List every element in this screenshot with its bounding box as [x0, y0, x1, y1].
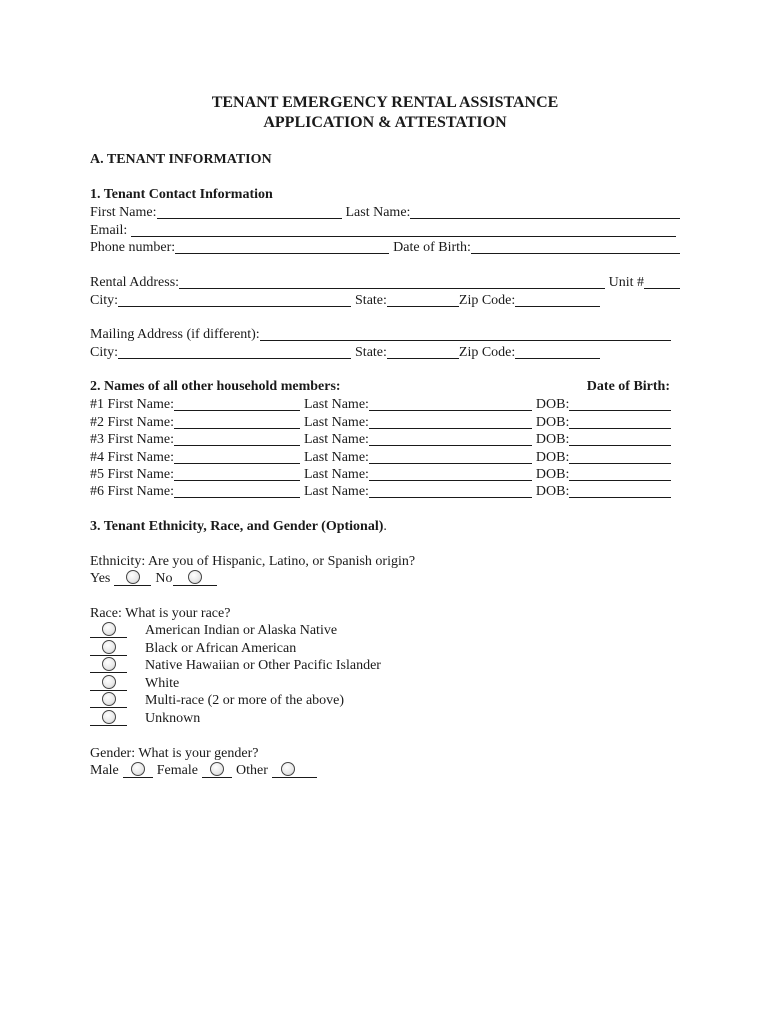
member-first-name-field[interactable] — [174, 416, 300, 429]
member-first-name-label: #6 First Name: — [90, 484, 174, 499]
radio-circle-icon — [102, 657, 116, 671]
race-option-radio[interactable] — [90, 676, 127, 691]
email-row — [90, 221, 676, 239]
member-last-name-label: Last Name: — [304, 415, 369, 430]
demographics-heading-row — [90, 517, 680, 535]
member-dob-field[interactable] — [569, 398, 671, 411]
race-option-label: White — [145, 676, 180, 691]
gender-other-option[interactable] — [272, 763, 317, 778]
member-first-name-label: #1 First Name: — [90, 397, 174, 412]
member-last-name-field[interactable] — [369, 416, 532, 429]
first-name-field[interactable] — [157, 206, 342, 219]
household-heading: 2. Names of all other household members: — [90, 379, 341, 394]
city-label: City: — [90, 293, 119, 308]
last-name-field[interactable] — [410, 206, 680, 219]
female-label: Female — [156, 763, 198, 778]
member-first-name-label: #2 First Name: — [90, 415, 174, 430]
radio-circle-icon — [102, 675, 116, 689]
section-a-heading: A. TENANT INFORMATION — [90, 152, 272, 167]
unit-field[interactable] — [644, 276, 680, 289]
member-first-name-label: #4 First Name: — [90, 450, 174, 465]
household-member-row — [90, 395, 671, 413]
last-name-label: Last Name: — [345, 205, 411, 220]
member-last-name-label: Last Name: — [304, 467, 369, 482]
gender-answer-row — [90, 761, 680, 779]
member-last-name-field[interactable] — [369, 451, 532, 464]
phone-label: Phone number: — [90, 240, 176, 255]
mailing-state-label: State: — [355, 345, 387, 360]
form-title-line2: APPLICATION & ATTESTATION — [263, 114, 507, 131]
race-option-row — [90, 621, 680, 639]
state-field[interactable] — [387, 294, 459, 307]
member-dob-label: DOB: — [535, 467, 570, 482]
member-last-name-field[interactable] — [369, 398, 532, 411]
ethnicity-answer-row — [90, 569, 680, 587]
first-name-label: First Name: — [90, 205, 157, 220]
dob-label: Date of Birth: — [393, 240, 471, 255]
radio-circle-icon — [281, 762, 295, 776]
member-last-name-field[interactable] — [369, 485, 532, 498]
city-field[interactable] — [118, 294, 351, 307]
mailing-city-field[interactable] — [118, 346, 351, 359]
ethnicity-question: Ethnicity: Are you of Hispanic, Latino, or Spanish origin? — [90, 554, 416, 569]
ethnicity-yes-option[interactable] — [114, 571, 151, 586]
race-option-label: Native Hawaiian or Other Pacific Islander — [145, 658, 381, 673]
race-question: Race: What is your race? — [90, 606, 231, 621]
radio-circle-icon — [102, 640, 116, 654]
state-label: State: — [355, 293, 387, 308]
dob-field[interactable] — [471, 241, 680, 254]
household-dob-heading: Date of Birth: — [586, 379, 670, 394]
member-first-name-field[interactable] — [174, 485, 300, 498]
household-heading-row — [90, 377, 670, 395]
member-dob-field[interactable] — [569, 433, 671, 446]
member-first-name-field[interactable] — [174, 451, 300, 464]
race-option-radio[interactable] — [90, 641, 127, 656]
radio-circle-icon — [188, 570, 202, 584]
household-member-row — [90, 413, 671, 431]
mailing-address-label: Mailing Address (if different): — [90, 327, 260, 342]
email-field[interactable] — [131, 224, 676, 237]
member-first-name-label: #3 First Name: — [90, 432, 174, 447]
mailing-city-label: City: — [90, 345, 119, 360]
member-dob-field[interactable] — [569, 468, 671, 481]
city-row — [90, 291, 600, 309]
race-option-radio[interactable] — [90, 711, 127, 726]
mailing-zip-label: Zip Code: — [458, 345, 516, 360]
race-option-row — [90, 639, 680, 657]
email-label: Email: — [90, 223, 128, 238]
radio-circle-icon — [131, 762, 145, 776]
member-last-name-label: Last Name: — [304, 432, 369, 447]
member-dob-label: DOB: — [535, 415, 570, 430]
demographics-heading: 3. Tenant Ethnicity, Race, and Gender (Optional) — [90, 519, 384, 534]
ethnicity-no-option[interactable] — [173, 571, 217, 586]
form-title-line1: TENANT EMERGENCY RENTAL ASSISTANCE — [211, 94, 559, 111]
radio-circle-icon — [102, 710, 116, 724]
rental-address-label: Rental Address: — [90, 275, 180, 290]
race-option-label: Black or African American — [145, 641, 297, 656]
race-option-label: Unknown — [145, 711, 201, 726]
no-label: No — [155, 571, 173, 586]
male-label: Male — [90, 763, 119, 778]
member-dob-label: DOB: — [535, 432, 570, 447]
radio-circle-icon — [210, 762, 224, 776]
race-option-label: Multi-race (2 or more of the above) — [145, 693, 345, 708]
race-option-label: American Indian or Alaska Native — [145, 623, 338, 638]
gender-question: Gender: What is your gender? — [90, 746, 259, 761]
member-first-name-field[interactable] — [174, 398, 300, 411]
household-member-row — [90, 448, 671, 466]
mailing-state-field[interactable] — [387, 346, 459, 359]
yes-label: Yes — [90, 571, 111, 586]
phone-row — [90, 238, 680, 256]
member-dob-field[interactable] — [569, 451, 671, 464]
phone-field[interactable] — [175, 241, 389, 254]
unit-label: Unit # — [608, 275, 644, 290]
race-option-row — [90, 656, 680, 674]
race-option-radio[interactable] — [90, 658, 127, 673]
race-option-row — [90, 709, 680, 727]
other-label: Other — [235, 763, 268, 778]
member-dob-label: DOB: — [535, 484, 570, 499]
contact-heading: 1. Tenant Contact Information — [90, 187, 273, 202]
gender-female-option[interactable] — [202, 763, 232, 778]
member-last-name-field[interactable] — [369, 468, 532, 481]
member-last-name-label: Last Name: — [304, 397, 369, 412]
race-option-radio[interactable] — [90, 693, 127, 708]
rental-address-field[interactable] — [179, 276, 605, 289]
member-dob-field[interactable] — [569, 416, 671, 429]
household-member-row — [90, 482, 671, 500]
zip-field[interactable] — [515, 294, 600, 307]
demographics-heading-period: . — [383, 519, 387, 534]
member-first-name-field[interactable] — [174, 468, 300, 481]
mailing-zip-field[interactable] — [515, 346, 600, 359]
member-first-name-label: #5 First Name: — [90, 467, 174, 482]
household-member-row — [90, 465, 671, 483]
member-dob-label: DOB: — [535, 397, 570, 412]
household-member-row — [90, 430, 671, 448]
race-option-radio[interactable] — [90, 623, 127, 638]
member-last-name-field[interactable] — [369, 433, 532, 446]
member-first-name-field[interactable] — [174, 433, 300, 446]
name-row — [90, 203, 680, 221]
radio-circle-icon — [102, 692, 116, 706]
member-last-name-label: Last Name: — [304, 450, 369, 465]
race-option-row — [90, 691, 680, 709]
mailing-address-row — [90, 325, 671, 343]
gender-male-option[interactable] — [123, 763, 153, 778]
zip-label: Zip Code: — [458, 293, 516, 308]
member-dob-label: DOB: — [535, 450, 570, 465]
race-option-row — [90, 674, 680, 692]
mailing-city-row — [90, 343, 600, 361]
member-last-name-label: Last Name: — [304, 484, 369, 499]
radio-circle-icon — [126, 570, 140, 584]
radio-circle-icon — [102, 622, 116, 636]
mailing-address-field[interactable] — [260, 328, 671, 341]
rental-address-row — [90, 273, 680, 291]
member-dob-field[interactable] — [569, 485, 671, 498]
